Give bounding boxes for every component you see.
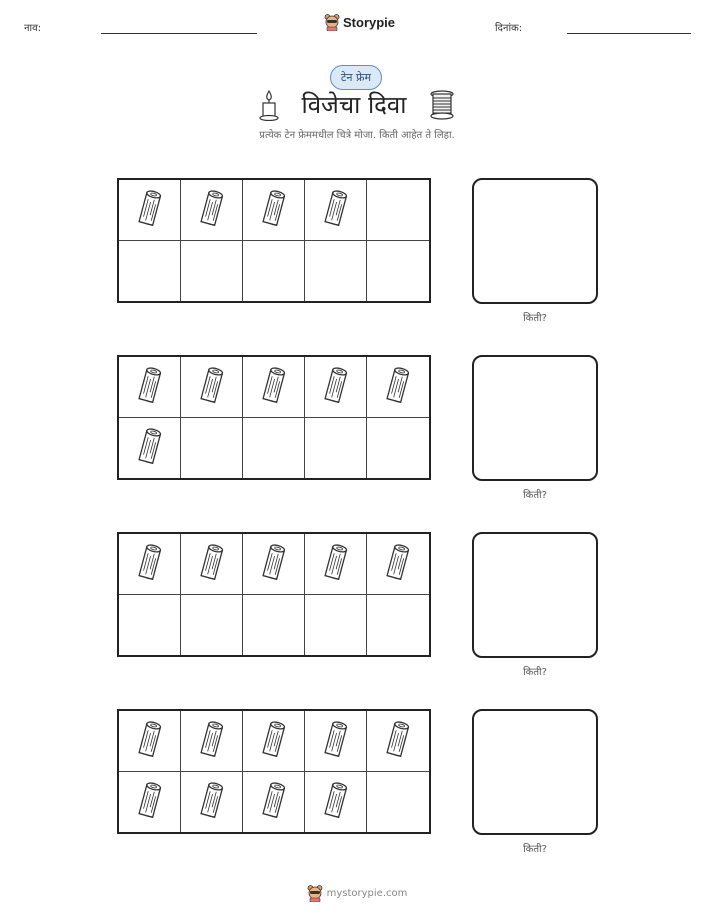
- ten-frame-cell: [243, 418, 305, 479]
- ten-frame-cell: [367, 241, 429, 302]
- brand-name: Storypie: [343, 14, 396, 30]
- log-icon: [321, 719, 351, 763]
- candle-icon: [258, 89, 280, 121]
- ten-frame-cell: [181, 534, 243, 595]
- answer-box[interactable]: [472, 532, 598, 658]
- footer-site[interactable]: mystorypie.com: [326, 887, 408, 899]
- log-icon: [135, 542, 165, 586]
- ten-frame-cell: [119, 357, 181, 418]
- ten-frame-cell: [119, 534, 181, 595]
- ten-frame-4: [117, 709, 431, 834]
- ten-frame-cell: [181, 180, 243, 241]
- ten-frame-cell: [367, 595, 429, 656]
- question-label: किती?: [523, 667, 547, 678]
- ten-frame-cell: [367, 772, 429, 833]
- ten-frame-cell: [305, 595, 367, 656]
- ten-frame-cell: [181, 711, 243, 772]
- log-icon: [197, 780, 227, 824]
- ten-frame-cell: [243, 180, 305, 241]
- name-line[interactable]: [101, 33, 257, 34]
- date-label: दिनांक:: [495, 23, 523, 34]
- log-icon: [135, 780, 165, 824]
- ten-frame-cell: [119, 711, 181, 772]
- log-icon: [321, 780, 351, 824]
- log-icon: [197, 365, 227, 409]
- ten-frame-cell: [367, 418, 429, 479]
- log-icon: [197, 542, 227, 586]
- log-icon: [197, 188, 227, 232]
- ten-frame-cell: [305, 241, 367, 302]
- log-icon: [197, 719, 227, 763]
- ten-frame-cell: [243, 595, 305, 656]
- ten-frame-cell: [367, 180, 429, 241]
- bear-mascot-icon: [324, 13, 340, 31]
- answer-box[interactable]: [472, 355, 598, 481]
- ten-frame-cell: [119, 595, 181, 656]
- ten-frame-cell: [367, 534, 429, 595]
- log-icon: [383, 719, 413, 763]
- topic-badge: टेन फ्रेम: [330, 65, 382, 90]
- footer: [0, 884, 714, 902]
- ten-frame-cell: [181, 418, 243, 479]
- ten-frame-cell: [119, 772, 181, 833]
- ten-frame-cell: [305, 711, 367, 772]
- instruction-text: प्रत्येक टेन फ्रेममधील चित्रे मोजा. किती आहेत ते लिहा.: [259, 130, 455, 141]
- ten-frame-cell: [243, 241, 305, 302]
- ten-frame-cell: [305, 772, 367, 833]
- ten-frame-cell: [305, 357, 367, 418]
- ten-frame-cell: [181, 357, 243, 418]
- log-icon: [135, 365, 165, 409]
- title-row: [0, 88, 714, 121]
- question-label: किती?: [523, 313, 547, 324]
- log-icon: [321, 542, 351, 586]
- log-icon: [135, 188, 165, 232]
- ten-frame-cell: [305, 418, 367, 479]
- ten-frame-cell: [119, 418, 181, 479]
- ten-frame-cell: [367, 711, 429, 772]
- ten-frame-cell: [305, 180, 367, 241]
- date-line[interactable]: [567, 33, 691, 34]
- log-icon: [259, 542, 289, 586]
- answer-box[interactable]: [472, 709, 598, 835]
- log-icon: [259, 365, 289, 409]
- brand-logo: [324, 13, 395, 31]
- ten-frame-cell: [243, 711, 305, 772]
- ten-frame-2: [117, 355, 431, 480]
- log-icon: [259, 780, 289, 824]
- spool-icon: [428, 90, 456, 120]
- answer-box[interactable]: [472, 178, 598, 304]
- bear-mascot-icon: [307, 884, 323, 902]
- worksheet-title: विजेचा दिवा: [301, 91, 407, 119]
- ten-frame-cell: [181, 772, 243, 833]
- ten-frame-cell: [243, 357, 305, 418]
- log-icon: [321, 188, 351, 232]
- ten-frame-cell: [181, 241, 243, 302]
- log-icon: [383, 365, 413, 409]
- ten-frame-cell: [305, 534, 367, 595]
- log-icon: [259, 719, 289, 763]
- name-label: नाव:: [24, 23, 42, 34]
- log-icon: [383, 542, 413, 586]
- ten-frame-3: [117, 532, 431, 657]
- log-icon: [135, 426, 165, 470]
- ten-frame-cell: [181, 595, 243, 656]
- question-label: किती?: [523, 844, 547, 855]
- ten-frame-cell: [243, 772, 305, 833]
- question-label: किती?: [523, 490, 547, 501]
- log-icon: [321, 365, 351, 409]
- log-icon: [259, 188, 289, 232]
- ten-frame-cell: [243, 534, 305, 595]
- ten-frame-cell: [119, 241, 181, 302]
- ten-frame-cell: [119, 180, 181, 241]
- log-icon: [135, 719, 165, 763]
- ten-frame-cell: [367, 357, 429, 418]
- ten-frame-1: [117, 178, 431, 303]
